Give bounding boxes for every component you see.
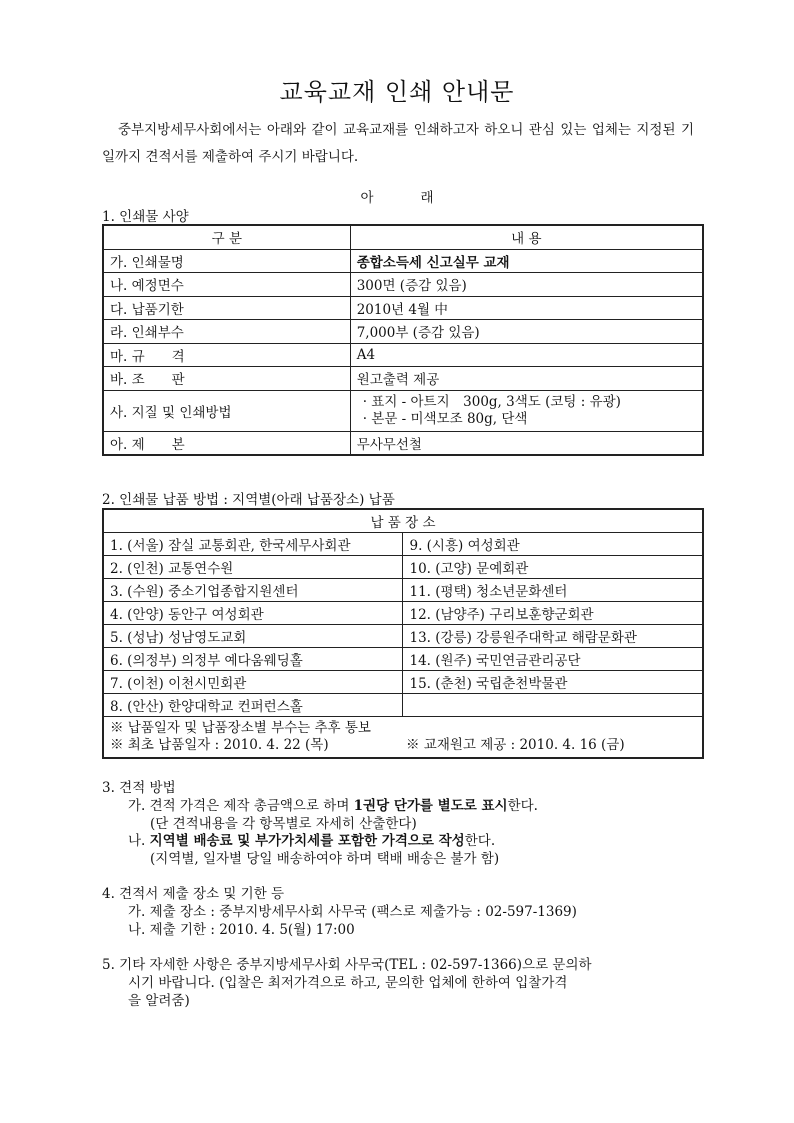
delivery-note-2 — [110, 737, 696, 754]
spec-value: 7,000부 (증감 있음) — [350, 320, 703, 344]
delivery-place: 2. (인천) 교통연수원 — [103, 556, 403, 579]
delivery-place: 4. (안양) 동안구 여성회관 — [103, 602, 403, 625]
delivery-header: 납 품 장 소 — [103, 509, 703, 533]
spec-value: 무사무선철 — [350, 431, 703, 455]
section3-b-prefix: 나. — [128, 833, 150, 849]
spec-label: 사. 지질 및 인쇄방법 — [103, 390, 350, 431]
first-delivery-date: ※ 최초 납품일자 : 2010. 4. 22 (목) — [110, 737, 329, 753]
section3-a-end: 한다. — [507, 798, 538, 814]
delivery-table — [102, 508, 704, 759]
section3-item-a-sub: (단 견적내용을 각 항목별로 자세히 산출한다) — [150, 816, 417, 832]
a-rae-left: 아 — [360, 190, 374, 206]
table-row — [103, 249, 703, 273]
table-row — [103, 694, 703, 717]
spec-value-line1: · 표지 - 아트지 300g, 3색도 (코팅 : 유광) — [362, 393, 621, 410]
delivery-place: 10. (고양) 문예회관 — [403, 556, 703, 579]
section4-item-a: 가. 제출 장소 : 중부지방세무사회 사무국 (팩스로 제출가능 : 02-597-1369) — [128, 904, 577, 920]
spec-header-category: 구 분 — [103, 225, 350, 249]
table-row — [103, 390, 703, 431]
section3-item-a — [128, 794, 538, 814]
table-row — [103, 533, 703, 556]
delivery-place: 3. (수원) 중소기업종합지원센터 — [103, 579, 403, 602]
table-row — [103, 296, 703, 320]
spec-label: 나. 예정면수 — [103, 273, 350, 297]
delivery-place: 8. (안산) 한양대학교 컨퍼런스홀 — [103, 694, 403, 717]
delivery-place: 11. (평택) 청소년문화센터 — [403, 579, 703, 602]
delivery-place: 1. (서울) 잠실 교통회관, 한국세무사회관 — [103, 533, 403, 556]
spec-value: A4 — [350, 343, 703, 367]
spec-label: 가. 인쇄물명 — [103, 249, 350, 273]
section5-line2: 시기 바랍니다. (입찰은 최저가격으로 하고, 문의한 업체에 한하여 입찰가격 — [128, 975, 568, 991]
delivery-notes — [103, 717, 703, 759]
delivery-place: 9. (시흥) 여성회관 — [403, 533, 703, 556]
section4-heading: 4. 견적서 제출 장소 및 기한 등 — [102, 886, 285, 902]
spec-value — [350, 390, 703, 431]
spec-value: 원고출력 제공 — [350, 367, 703, 391]
delivery-note-1: ※ 납품일자 및 납품장소별 부수는 추후 통보 — [110, 720, 371, 736]
page-title: 교육교재 인쇄 안내문 — [279, 78, 515, 106]
spec-value-line2: · 본문 - 미색모조 80g, 단색 — [362, 410, 528, 427]
table-row — [103, 320, 703, 344]
delivery-place: 15. (춘천) 국립춘천박물관 — [403, 671, 703, 694]
a-rae-heading — [0, 186, 794, 206]
spec-label: 마. 규 격 — [103, 343, 350, 367]
delivery-place: 12. (남양주) 구리보훈향군회관 — [403, 602, 703, 625]
table-row — [103, 602, 703, 625]
delivery-place — [403, 694, 703, 717]
section3-b-end: 한다. — [464, 833, 496, 849]
section3-a-bold: 1권당 단가를 별도로 표시 — [353, 798, 508, 814]
a-rae-right: 래 — [420, 190, 434, 206]
delivery-place: 6. (의정부) 의정부 예다움웨딩홀 — [103, 648, 403, 671]
table-row — [103, 273, 703, 297]
table-row — [103, 579, 703, 602]
table-row — [103, 717, 703, 759]
section5-line3: 을 알려줌) — [128, 993, 190, 1009]
section3-item-b-sub: (지역별, 일자별 당일 배송하여야 하며 택배 배송은 불가 함) — [150, 851, 500, 867]
spec-table — [102, 224, 704, 456]
section3-b-bold: 지역별 배송료 및 부가가치세를 포함한 가격으로 작성 — [149, 833, 465, 849]
manuscript-date: ※ 교재원고 제공 : 2010. 4. 16 (금) — [406, 737, 625, 753]
table-row — [103, 671, 703, 694]
section3-heading: 3. 견적 방법 — [102, 780, 176, 796]
table-row — [103, 343, 703, 367]
section3-item-b — [128, 829, 495, 849]
spec-label: 라. 인쇄부수 — [103, 320, 350, 344]
table-row — [103, 625, 703, 648]
section1-heading: 1. 인쇄물 사양 — [102, 209, 189, 225]
section4-item-b: 나. 제출 기한 : 2010. 4. 5(월) 17:00 — [128, 922, 355, 938]
intro-paragraph: 중부지방세무사회에서는 아래와 같이 교육교재를 인쇄하고자 하오니 관심 있는 업체는 지정된 기일까지 견적서를 제출하여 주시기 바랍니다. — [102, 122, 694, 165]
spec-value: 300면 (증감 있음) — [350, 273, 703, 297]
section5-line1: 5. 기타 자세한 사항은 중부지방세무사회 사무국(TEL : 02-597-1366)으로 문의하 — [102, 957, 592, 973]
spec-label: 다. 납품기한 — [103, 296, 350, 320]
delivery-place: 14. (원주) 국민연금관리공단 — [403, 648, 703, 671]
spec-value: 2010년 4월 中 — [350, 296, 703, 320]
spec-label: 바. 조 판 — [103, 367, 350, 391]
table-row — [103, 431, 703, 455]
section3-a-text: 가. 견적 가격은 제작 총금액으로 하며 — [128, 798, 354, 814]
delivery-place: 13. (강릉) 강릉원주대학교 해람문화관 — [403, 625, 703, 648]
delivery-place: 7. (이천) 이천시민회관 — [103, 671, 403, 694]
section2-heading: 2. 인쇄물 납품 방법 : 지역별(아래 납품장소) 납품 — [102, 492, 395, 508]
table-row — [103, 556, 703, 579]
spec-value: 종합소득세 신고실무 교재 — [350, 249, 703, 273]
spec-label: 아. 제 본 — [103, 431, 350, 455]
table-row — [103, 367, 703, 391]
table-row — [103, 648, 703, 671]
spec-header-content: 내 용 — [350, 225, 703, 249]
delivery-place: 5. (성남) 성남영도교회 — [103, 625, 403, 648]
